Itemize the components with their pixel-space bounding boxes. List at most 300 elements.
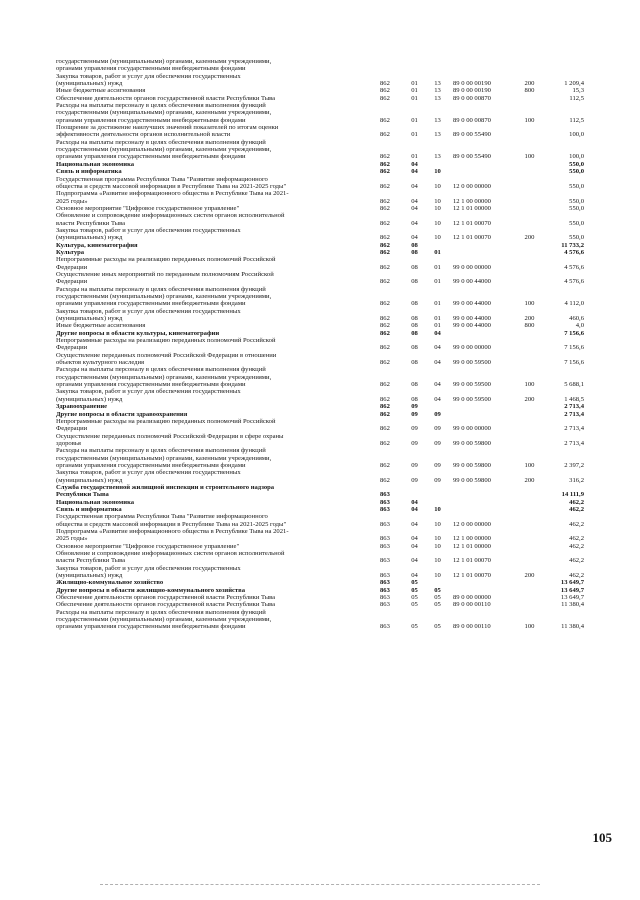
row-grbs-code: 862 — [380, 439, 390, 447]
row-amount: 14 111,9 — [561, 491, 584, 499]
row-name: Непрограммные расходы на реализацию переданных полномочий Российской — [56, 417, 276, 425]
row-name: Обновление и сопровождение информационных систем органов исполнительной — [56, 212, 285, 220]
row-grbs-code: 863 — [380, 594, 390, 602]
row-grbs-code: 862 — [380, 204, 390, 212]
row-name: Закупка товаров, работ и услуг для обеспечения государственных — [56, 72, 241, 80]
row-subsection-code: 04 — [434, 344, 441, 352]
row-target-item-code: 12 1 01 00000 — [453, 542, 491, 550]
row-amount: 4 576,6 — [564, 278, 584, 286]
row-amount: 550,0 — [569, 197, 584, 205]
row-name: органами управления государственными внебюджетными фондами — [56, 381, 246, 389]
table-row — [56, 411, 584, 418]
row-section-code: 05 — [411, 601, 418, 609]
row-name: объектов культурного наследия — [56, 359, 145, 367]
row-grbs-code: 863 — [380, 579, 390, 587]
row-grbs-code: 863 — [380, 498, 390, 506]
table-row — [56, 616, 584, 623]
row-target-item-code: 99 0 00 44000 — [453, 300, 491, 308]
table-row — [56, 499, 584, 506]
row-name: эффективности деятельности органов исполнительной власти — [56, 131, 231, 139]
row-amount: 316,2 — [569, 476, 584, 484]
row-name: Расходы на выплаты персоналу в целях обеспечения выполнения функций — [56, 608, 266, 616]
row-subsection-code: 13 — [434, 116, 441, 124]
table-row — [56, 168, 584, 175]
row-section-code: 08 — [411, 395, 418, 403]
row-name: общества и средств массовой информации в Республике Тыва на 2021-2025 годы" — [56, 520, 287, 528]
table-row — [56, 469, 584, 476]
row-expense-type-code: 200 — [524, 315, 535, 323]
row-subsection-code: 09 — [434, 476, 441, 484]
row-subsection-code: 10 — [434, 572, 441, 580]
row-section-code: 08 — [411, 381, 418, 389]
table-row — [56, 359, 584, 366]
row-name: власти Республики Тыва — [56, 557, 126, 565]
table-row — [56, 146, 584, 153]
table-row — [56, 484, 584, 491]
row-grbs-code: 862 — [380, 381, 390, 389]
table-row — [56, 109, 584, 116]
row-subsection-code: 10 — [434, 542, 441, 550]
row-name: Основное мероприятие "Цифровое государственное управление" — [56, 542, 240, 550]
row-amount: 1 209,4 — [564, 80, 584, 88]
row-amount: 4,0 — [575, 322, 584, 330]
row-section-code: 08 — [411, 278, 418, 286]
row-subsection-code: 05 — [434, 594, 441, 602]
row-section-code: 04 — [411, 505, 418, 513]
row-name: Закупка товаров, работ и услуг для обеспечения государственных — [56, 226, 241, 234]
row-name: Обновление и сопровождение информационных систем органов исполнительной — [56, 550, 285, 558]
row-amount: 462,2 — [569, 572, 584, 580]
table-row — [56, 242, 584, 249]
table-row — [56, 447, 584, 454]
row-amount: 1 468,5 — [564, 395, 584, 403]
row-subsection-code: 09 — [434, 425, 441, 433]
row-subsection-code: 05 — [434, 586, 441, 594]
row-grbs-code: 862 — [380, 263, 390, 271]
row-name: Федерации — [56, 344, 88, 352]
table-row — [56, 440, 584, 447]
row-section-code: 08 — [411, 315, 418, 323]
row-name: государственными (муниципальными) органами, казенными учреждениями, — [56, 58, 272, 65]
row-name: Национальная экономика — [56, 160, 135, 168]
row-section-code: 08 — [411, 263, 418, 271]
row-grbs-code: 863 — [380, 623, 390, 631]
row-section-code: 04 — [411, 219, 418, 227]
row-name: Другие вопросы в области культуры, кинематографии — [56, 329, 220, 337]
table-row — [56, 73, 584, 80]
row-name: Культура — [56, 248, 85, 256]
row-grbs-code: 862 — [380, 248, 390, 256]
row-grbs-code: 862 — [380, 87, 390, 95]
row-name: (муниципальных) нужд — [56, 572, 123, 580]
row-amount: 462,2 — [569, 520, 584, 528]
row-section-code: 01 — [411, 87, 418, 95]
table-row — [56, 572, 584, 579]
row-name: органами управления государственными внебюджетными фондами — [56, 153, 246, 161]
table-row — [56, 462, 584, 469]
table-row — [56, 198, 584, 205]
row-expense-type-code: 200 — [524, 476, 535, 484]
table-row — [56, 491, 584, 498]
row-subsection-code: 04 — [434, 329, 441, 337]
row-subsection-code: 09 — [434, 410, 441, 418]
row-name: государственными (муниципальными) органами, казенными учреждениями, — [56, 616, 272, 624]
row-section-code: 08 — [411, 248, 418, 256]
table-row — [56, 286, 584, 293]
row-name: (муниципальных) нужд — [56, 80, 123, 88]
row-grbs-code: 862 — [380, 182, 390, 190]
row-amount: 462,2 — [569, 542, 584, 550]
table-row — [56, 557, 584, 564]
row-expense-type-code: 200 — [524, 572, 535, 580]
row-name: Закупка товаров, работ и услуг для обеспечения государственных — [56, 564, 241, 572]
row-grbs-code: 862 — [380, 300, 390, 308]
row-name: (муниципальных) нужд — [56, 234, 123, 242]
row-section-code: 04 — [411, 520, 418, 528]
row-section-code: 09 — [411, 476, 418, 484]
row-name: власти Республики Тыва — [56, 219, 126, 227]
row-subsection-code: 01 — [434, 248, 441, 256]
page-number: 105 — [592, 830, 612, 845]
row-expense-type-code: 200 — [524, 80, 535, 88]
row-subsection-code: 10 — [434, 557, 441, 565]
row-name: Другие вопросы в области жилищно-коммунального хозяйства — [56, 586, 246, 594]
table-row — [56, 477, 584, 484]
row-amount: 2 713,4 — [564, 425, 584, 433]
row-subsection-code: 10 — [434, 197, 441, 205]
row-amount: 4 112,0 — [564, 300, 584, 308]
row-grbs-code: 862 — [380, 395, 390, 403]
row-name: (муниципальных) нужд — [56, 395, 123, 403]
table-row — [56, 433, 584, 440]
row-name: 2025 годы» — [56, 197, 88, 205]
row-section-code: 09 — [411, 461, 418, 469]
row-section-code: 01 — [411, 80, 418, 88]
row-section-code: 04 — [411, 498, 418, 506]
row-amount: 13 649,7 — [560, 579, 584, 587]
table-row — [56, 579, 584, 586]
row-section-code: 04 — [411, 234, 418, 242]
table-row — [56, 102, 584, 109]
table-row — [56, 205, 584, 212]
table-row — [56, 609, 584, 616]
table-row — [56, 264, 584, 271]
row-name: Связь и информатика — [56, 505, 122, 513]
table-row — [56, 425, 584, 432]
budget-table — [56, 58, 584, 631]
table-row — [56, 308, 584, 315]
row-amount: 100,0 — [569, 153, 584, 161]
table-row — [56, 543, 584, 550]
row-section-code: 04 — [411, 160, 418, 168]
row-target-item-code: 99 0 00 59800 — [453, 476, 491, 484]
row-amount: 13 649,7 — [560, 586, 584, 594]
row-section-code: 04 — [411, 168, 418, 176]
row-subsection-code: 10 — [434, 182, 441, 190]
row-amount: 11 733,2 — [561, 241, 584, 249]
row-name: Иные бюджетные ассигнования — [56, 87, 146, 95]
row-target-item-code: 99 0 00 44000 — [453, 315, 491, 323]
row-subsection-code: 10 — [434, 505, 441, 513]
row-amount: 15,3 — [572, 87, 584, 95]
row-name: органами управления государственными внебюджетными фондами — [56, 116, 246, 124]
row-subsection-code: 10 — [434, 520, 441, 528]
row-name: Осуществление переданных полномочий Российской Федерации в сфере охраны — [56, 432, 284, 440]
row-name: Закупка товаров, работ и услуг для обеспечения государственных — [56, 307, 241, 315]
row-expense-type-code: 100 — [524, 461, 535, 469]
row-expense-type-code: 100 — [524, 300, 535, 308]
row-amount: 550,0 — [569, 219, 584, 227]
row-target-item-code: 12 1 00 00000 — [453, 535, 491, 543]
row-name: органами управления государственными внебюджетными фондами — [56, 300, 246, 308]
row-name: здоровья — [56, 439, 81, 447]
row-grbs-code: 862 — [380, 315, 390, 323]
row-name: Основное мероприятие "Цифровое государственное управление" — [56, 204, 240, 212]
row-target-item-code: 12 1 01 00070 — [453, 557, 491, 565]
row-target-item-code: 99 0 00 00000 — [453, 425, 491, 433]
table-row — [56, 550, 584, 557]
table-row — [56, 220, 584, 227]
row-grbs-code: 863 — [380, 491, 390, 499]
row-section-code: 01 — [411, 153, 418, 161]
row-grbs-code: 862 — [380, 476, 390, 484]
scan-artifact-line — [100, 884, 540, 885]
row-name: (муниципальных) нужд — [56, 476, 123, 484]
table-row — [56, 366, 584, 373]
row-amount: 462,2 — [569, 535, 584, 543]
row-grbs-code: 862 — [380, 344, 390, 352]
row-name: Осуществление переданных полномочий Российской Федерации в отношении — [56, 351, 277, 359]
row-name: Обеспечение деятельности органов государственной власти Республики Тыва — [56, 601, 276, 609]
row-name: Расходы на выплаты персоналу в целях обеспечения выполнения функций — [56, 102, 266, 110]
row-target-item-code: 99 0 00 59500 — [453, 395, 491, 403]
row-amount: 5 688,1 — [564, 381, 584, 389]
row-grbs-code: 862 — [380, 94, 390, 102]
table-row — [56, 587, 584, 594]
row-amount: 112,5 — [569, 94, 584, 102]
table-row — [56, 87, 584, 94]
row-name: (муниципальных) нужд — [56, 315, 123, 323]
row-section-code: 09 — [411, 425, 418, 433]
row-amount: 11 380,4 — [561, 623, 584, 631]
row-amount: 100,0 — [569, 131, 584, 139]
row-name: органами управления государственными внебюджетными фондами — [56, 65, 246, 73]
table-row — [56, 455, 584, 462]
row-target-item-code: 99 0 00 44000 — [453, 322, 491, 330]
row-grbs-code: 863 — [380, 535, 390, 543]
row-subsection-code: 10 — [434, 535, 441, 543]
row-section-code: 08 — [411, 329, 418, 337]
row-subsection-code: 01 — [434, 278, 441, 286]
row-section-code: 05 — [411, 623, 418, 631]
row-amount: 550,0 — [569, 234, 584, 242]
row-grbs-code: 862 — [380, 403, 390, 411]
row-subsection-code: 10 — [434, 219, 441, 227]
row-name: государственными (муниципальными) органами, казенными учреждениями, — [56, 454, 272, 462]
table-row — [56, 315, 584, 322]
row-target-item-code: 89 0 00 00000 — [453, 594, 491, 602]
table-row — [56, 344, 584, 351]
row-name: Республики Тыва — [56, 491, 109, 499]
row-subsection-code: 13 — [434, 131, 441, 139]
row-subsection-code: 09 — [434, 461, 441, 469]
table-row — [56, 212, 584, 219]
row-grbs-code: 862 — [380, 131, 390, 139]
table-row — [56, 176, 584, 183]
row-amount: 462,2 — [569, 498, 584, 506]
row-target-item-code: 89 0 00 00870 — [453, 116, 491, 124]
row-grbs-code: 862 — [380, 410, 390, 418]
row-target-item-code: 89 0 00 00110 — [453, 601, 491, 609]
row-grbs-code: 862 — [380, 116, 390, 124]
row-amount: 11 380,4 — [561, 601, 584, 609]
table-row — [56, 58, 584, 65]
row-expense-type-code: 100 — [524, 116, 535, 124]
row-target-item-code: 89 0 00 55490 — [453, 131, 491, 139]
row-section-code: 04 — [411, 204, 418, 212]
row-name: органами управления государственными внебюджетными фондами — [56, 461, 246, 469]
row-name: 2025 годы» — [56, 535, 88, 543]
row-section-code: 09 — [411, 403, 418, 411]
row-name: Непрограммные расходы на реализацию переданных полномочий Российской — [56, 256, 276, 264]
table-row — [56, 190, 584, 197]
row-section-code: 04 — [411, 535, 418, 543]
table-row — [56, 528, 584, 535]
row-target-item-code: 12 0 00 00000 — [453, 182, 491, 190]
row-subsection-code: 10 — [434, 168, 441, 176]
table-row — [56, 271, 584, 278]
row-section-code: 05 — [411, 579, 418, 587]
row-name: общества и средств массовой информации в Республике Тыва на 2021-2025 годы" — [56, 182, 287, 190]
table-row — [56, 249, 584, 256]
row-subsection-code: 01 — [434, 263, 441, 271]
row-amount: 550,0 — [569, 182, 584, 190]
row-subsection-code: 13 — [434, 80, 441, 88]
row-grbs-code: 862 — [380, 278, 390, 286]
row-amount: 2 713,4 — [564, 439, 584, 447]
row-section-code: 04 — [411, 182, 418, 190]
row-target-item-code: 89 0 00 00110 — [453, 623, 491, 631]
row-name: Федерации — [56, 425, 88, 433]
row-grbs-code: 862 — [380, 168, 390, 176]
row-amount: 2 713,4 — [564, 403, 584, 411]
row-amount: 462,2 — [569, 505, 584, 513]
table-row — [56, 65, 584, 72]
row-grbs-code: 863 — [380, 542, 390, 550]
row-name: Закупка товаров, работ и услуг для обеспечения государственных — [56, 469, 241, 477]
row-name: Жилищно-коммунальное хозяйство — [56, 579, 164, 587]
row-name: государственными (муниципальными) органами, казенными учреждениями, — [56, 373, 272, 381]
row-section-code: 08 — [411, 300, 418, 308]
row-name: Федерации — [56, 263, 88, 271]
row-name: Расходы на выплаты персоналу в целях обеспечения выполнения функций — [56, 285, 266, 293]
row-grbs-code: 862 — [380, 80, 390, 88]
row-subsection-code: 04 — [434, 395, 441, 403]
table-row — [56, 418, 584, 425]
row-name: Расходы на выплаты персоналу в целях обеспечения выполнения функций — [56, 138, 266, 146]
row-name: органами управления государственными внебюджетными фондами — [56, 623, 246, 631]
row-grbs-code: 863 — [380, 557, 390, 565]
row-amount: 4 576,6 — [564, 248, 584, 256]
table-row — [56, 183, 584, 190]
row-expense-type-code: 800 — [524, 87, 535, 95]
row-section-code: 04 — [411, 572, 418, 580]
table-row — [56, 131, 584, 138]
row-amount: 7 156,6 — [564, 359, 584, 367]
row-amount: 460,6 — [569, 315, 584, 323]
row-grbs-code: 862 — [380, 359, 390, 367]
table-row — [56, 117, 584, 124]
row-grbs-code: 863 — [380, 572, 390, 580]
row-name: Расходы на выплаты персоналу в целях обеспечения выполнения функций — [56, 447, 266, 455]
table-row — [56, 521, 584, 528]
row-subsection-code: 09 — [434, 439, 441, 447]
row-name: Государственная программа Республики Тыва "Развитие информационного — [56, 175, 268, 183]
row-grbs-code: 863 — [380, 601, 390, 609]
row-section-code: 08 — [411, 241, 418, 249]
table-row — [56, 506, 584, 513]
table-row — [56, 95, 584, 102]
row-amount: 2 397,2 — [564, 461, 584, 469]
row-expense-type-code: 200 — [524, 395, 535, 403]
row-name: Федерации — [56, 278, 88, 286]
row-name: Осуществление иных мероприятий по переданным полномочиям Российской — [56, 270, 274, 278]
row-name: Расходы на выплаты персоналу в целях обеспечения выполнения функций — [56, 366, 266, 374]
row-name: Обеспечение деятельности органов государственной власти Республики Тыва — [56, 594, 276, 602]
row-name: Обеспечение деятельности органов государственной власти Республики Тыва — [56, 94, 276, 102]
row-grbs-code: 862 — [380, 153, 390, 161]
row-target-item-code: 89 0 00 00190 — [453, 87, 491, 95]
row-section-code: 05 — [411, 586, 418, 594]
row-section-code: 08 — [411, 322, 418, 330]
row-amount: 13 649,7 — [560, 594, 584, 602]
row-subsection-code: 10 — [434, 204, 441, 212]
row-name: Служба государственной жилищной инспекции и строительного надзора — [56, 483, 275, 491]
row-grbs-code: 862 — [380, 160, 390, 168]
table-row — [56, 594, 584, 601]
table-row — [56, 565, 584, 572]
row-target-item-code: 12 1 01 00070 — [453, 219, 491, 227]
row-subsection-code: 13 — [434, 87, 441, 95]
row-expense-type-code: 100 — [524, 381, 535, 389]
row-section-code: 05 — [411, 594, 418, 602]
table-row — [56, 80, 584, 87]
row-name: государственными (муниципальными) органами, казенными учреждениями, — [56, 109, 272, 117]
row-name: Национальная экономика — [56, 498, 135, 506]
row-grbs-code: 862 — [380, 219, 390, 227]
row-subsection-code: 13 — [434, 153, 441, 161]
row-grbs-code: 863 — [380, 520, 390, 528]
row-name: Связь и информатика — [56, 168, 122, 176]
row-amount: 112,5 — [569, 116, 584, 124]
table-row — [56, 388, 584, 395]
table-row — [56, 601, 584, 608]
row-expense-type-code: 100 — [524, 153, 535, 161]
row-target-item-code: 89 0 00 00870 — [453, 94, 491, 102]
row-subsection-code: 01 — [434, 300, 441, 308]
row-subsection-code: 13 — [434, 94, 441, 102]
row-subsection-code: 01 — [434, 315, 441, 323]
row-grbs-code: 862 — [380, 329, 390, 337]
row-target-item-code: 89 0 00 00190 — [453, 80, 491, 88]
row-expense-type-code: 800 — [524, 322, 535, 330]
row-name: Здравоохранение — [56, 403, 108, 411]
row-amount: 7 156,6 — [564, 344, 584, 352]
row-name: Закупка товаров, работ и услуг для обеспечения государственных — [56, 388, 241, 396]
row-subsection-code: 04 — [434, 381, 441, 389]
row-name: государственными (муниципальными) органами, казенными учреждениями, — [56, 146, 272, 154]
table-row — [56, 513, 584, 520]
